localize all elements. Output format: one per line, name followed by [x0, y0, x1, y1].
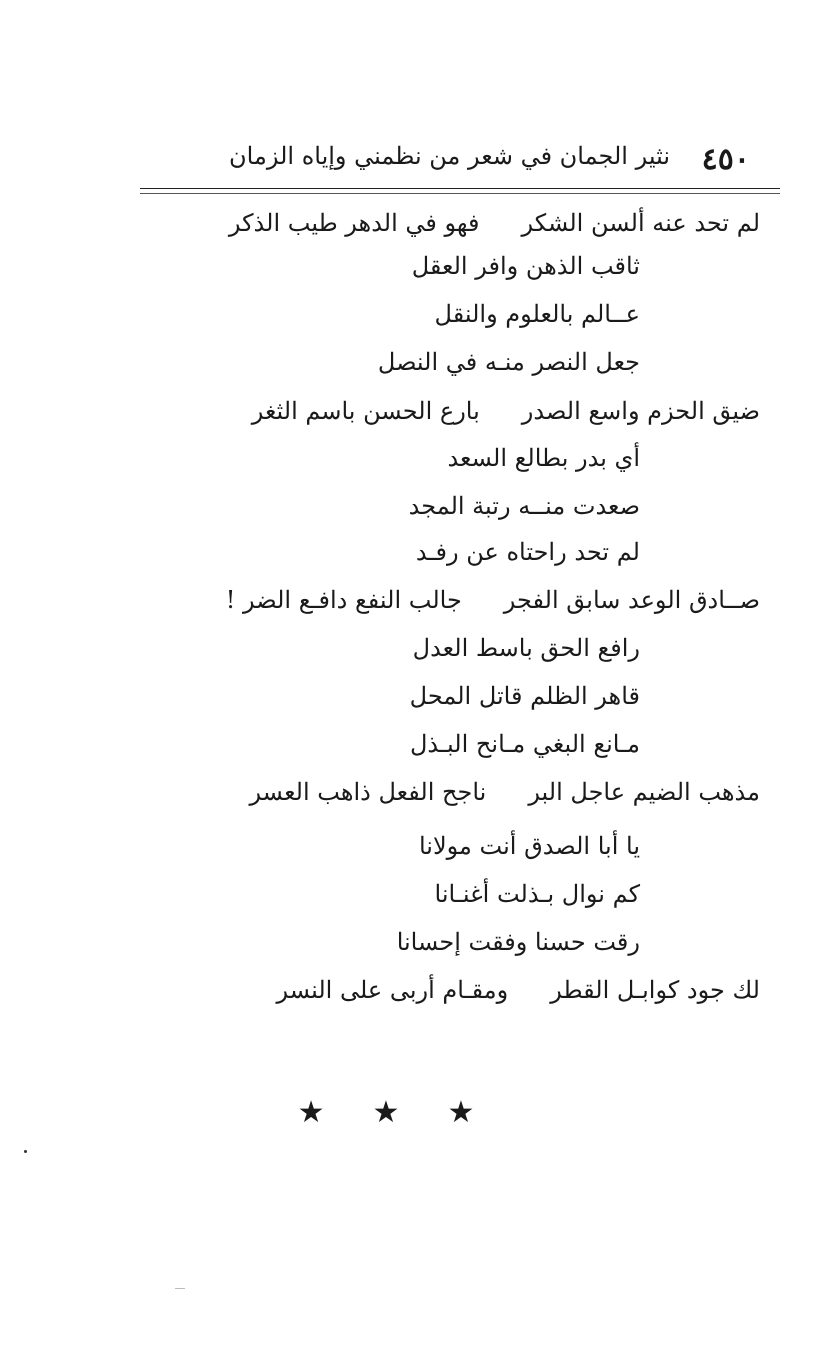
verse-line [160, 972, 760, 1008]
stanza-line: أي بدر بطالع السعد [447, 444, 640, 472]
verse-second-hemistich: ناجح الفعل ذاهب العسر [249, 778, 487, 806]
verse-second-hemistich: فهو في الدهر طيب الذكر [228, 209, 480, 237]
verse-second-hemistich: بارع الحسن باسم الثغر [251, 397, 480, 425]
stanza-line: مـانع البغي مـانح البـذل [409, 730, 640, 758]
stanza-line: قاهر الظلم قاتل المحل [409, 682, 640, 710]
stanza-line: عــالم بالعلوم والنقل [434, 300, 640, 328]
stanza-line: جعل النصر منـه في النصل [377, 348, 640, 376]
verse-second-hemistich: ومقـام أربى على النسر [276, 976, 509, 1004]
paper-mark [175, 1288, 185, 1289]
running-title: نثير الجمان في شعر من نظمني وإياه الزمان [229, 142, 670, 170]
stanza-line: رقت حسنا وفقت إحسانا [396, 928, 640, 956]
stanza-line: صعدت منــه رتبة المجد [408, 492, 640, 520]
paper-speck [24, 1150, 27, 1153]
page-header [140, 138, 780, 188]
header-rule-thin [140, 193, 780, 194]
verse-first-hemistich: مذهب الضيم عاجل البر [528, 778, 760, 806]
verse-line [160, 393, 760, 429]
header-rule [140, 188, 780, 189]
stanza-line: كم نوال بـذلت أغنـانا [434, 880, 640, 908]
page-number: ٤٥٠ [701, 142, 750, 177]
stanza-line: ثاقب الذهن وافر العقل [411, 252, 640, 280]
verse-line [160, 774, 760, 810]
stanza-line: يا أبا الصدق أنت مولانا [418, 832, 640, 860]
verse-line [160, 205, 760, 241]
verse-first-hemistich: لم تحد عنه ألسن الشكر [521, 209, 760, 237]
verse-line [160, 582, 760, 618]
verse-first-hemistich: لك جود كوابـل القطر [550, 976, 760, 1004]
verse-first-hemistich: ضيق الحزم واسع الصدر [521, 397, 760, 425]
section-ornament: ★★★ [297, 1095, 523, 1130]
stanza-line: لم تحد راحتاه عن رفـد [415, 538, 640, 566]
stanza-line: رافع الحق باسط العدل [412, 634, 640, 662]
verse-first-hemistich: صــادق الوعد سابق الفجر [503, 586, 760, 614]
verse-second-hemistich: جالب النفع دافـع الضر ! [225, 586, 462, 614]
